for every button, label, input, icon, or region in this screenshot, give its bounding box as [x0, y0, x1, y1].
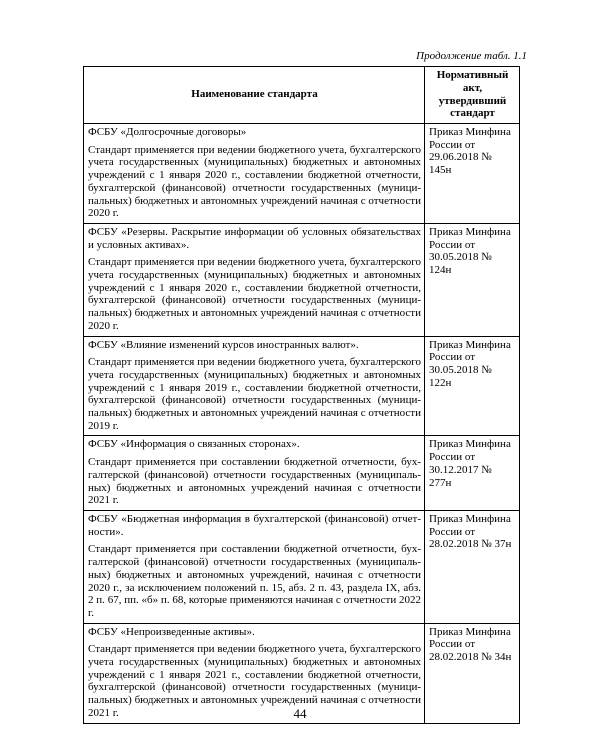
standard-title: ФСБУ «Информация о связанных сторонах». [88, 438, 300, 451]
standard-cell [84, 124, 425, 224]
standard-title: ФСБУ «Резервы. Раскрытие информации об условных обязательствах и условных активах». [88, 225, 421, 251]
table-row [84, 124, 520, 224]
standard-title: ФСБУ «Непроизведенные активы». [88, 625, 255, 638]
table-continuation-label: Продолжение табл. 1.1 [416, 50, 527, 62]
normative-act: Приказ Минфина России от 30.12.2017 № 277н [425, 436, 520, 511]
table-header-row [84, 67, 520, 124]
standard-description: Стандарт применяется при ведении бюджетного учета, бухгалтерского учета государственных (муниципальных) бюджетных и автономных учреждений с 1 января 2021 г., составлении бюджетной отчетности, бухгалтерской (финансовой) отчетности государственных (муници-пальных) бюджетных и автономных учреждений начиная с отчетности 2021 г. [88, 643, 421, 719]
standard-description: Стандарт применяется при ведении бюджетного учета, бухгалтерского учета государственных (муниципальных) бюджетных и автономных учреждений с 1 января 2020 г., составлении бюджетной отчетности, бухгалтерской (финансовой) отчетности государственных (муници-пальных) бюджетных и автономных учреждений начиная с отчетности 2020 г. [88, 143, 421, 220]
table-row [84, 223, 520, 336]
page-number: 44 [293, 706, 307, 721]
standard-description: Стандарт применяется при составлении бюджетной отчетности, бух-галтерской (финансовой) отчетности государственных (муниципаль-ных) бюджетных и автономных учреждений, начиная с отчетности 2020 г., за исключением положений п. 15, абз. 2 п. 43, раздела IX, абз. 2 п. 67, пп. «б» п. 68, которые применяются начиная с отчетности 2022 г. [88, 543, 421, 619]
standard-cell [84, 436, 425, 511]
standard-title: ФСБУ «Влияние изменений курсов иностранных валют». [88, 338, 359, 351]
table-row [84, 336, 520, 436]
table-row [84, 436, 520, 511]
standard-title: ФСБУ «Долгосрочные договоры» [88, 126, 247, 138]
normative-act: Приказ Минфина России от 28.02.2018 № 37н [425, 510, 520, 623]
standard-title: ФСБУ «Бюджетная информация в бухгалтерской (финансовой) отчет-ности». [88, 512, 421, 538]
normative-act: Приказ Минфина России от 30.05.2018 № 122н [425, 336, 520, 436]
standard-description: Стандарт применяется при ведении бюджетного учета, бухгалтерского учета государственных (муниципальных) бюджетных и автономных учреждений с 1 января 2019 г., составлении бюджетной отчетности, бухгалтерской (финансовой) отчетности государственных (муници-пальных) бюджетных и автономных учреждений начиная с отчетности 2019 г. [88, 356, 421, 432]
standard-cell [84, 223, 425, 336]
table-row [84, 510, 520, 623]
normative-act: Приказ Минфина России от 29.06.2018 № 145н [425, 124, 520, 224]
header-normative-act: Нормативный акт, утвердивший стандарт [425, 67, 520, 124]
standards-table [83, 66, 520, 724]
standard-cell [84, 336, 425, 436]
standard-cell [84, 510, 425, 623]
normative-act: Приказ Минфина России от 30.05.2018 № 124н [425, 223, 520, 336]
normative-act: Приказ Минфина России от 28.02.2018 № 34н [425, 623, 520, 723]
standard-description: Стандарт применяется при составлении бюджетной отчетности, бух-галтерской (финансовой) отчетности государственных (муниципаль-ных) бюджетных и автономных учреждений начиная с отчетности 2021 г. [88, 456, 421, 507]
standard-description: Стандарт применяется при ведении бюджетного учета, бухгалтерского учета государственных (муниципальных) бюджетных и автономных учреждений с 1 января 2020 г., составлении бюджетной отчетности, бухгалтерской (финансовой) отчетности государственных (муници-пальных) бюджетных и автономных учреждений начиная с отчетности 2020 г. [88, 256, 421, 332]
header-standard-name: Наименование стандарта [84, 67, 425, 124]
